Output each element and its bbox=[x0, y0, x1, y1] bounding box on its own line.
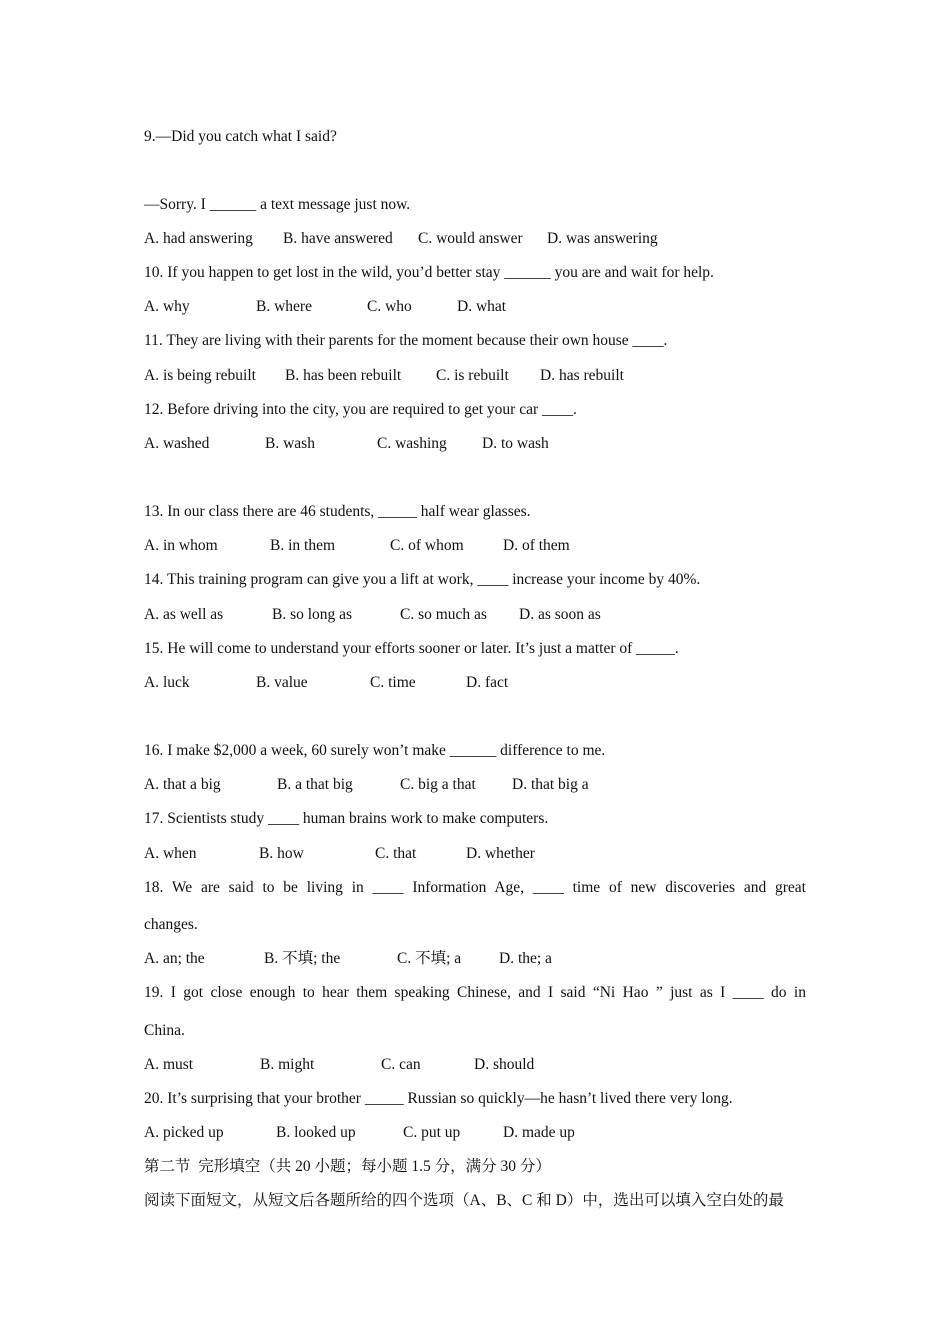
option-d: D. has rebuilt bbox=[540, 367, 624, 384]
question-9-stem: 9.—Did you catch what I said? bbox=[144, 128, 337, 145]
question-17-stem: 17. Scientists study ____ human brains work to make computers. bbox=[144, 810, 549, 827]
question-14-stem: 14. This training program can give you a lift at work, ____ increase your income by 40%. bbox=[144, 571, 701, 588]
option-b: B. so long as bbox=[272, 606, 353, 623]
option-a: A. in whom bbox=[144, 537, 218, 554]
option-d: D. fact bbox=[466, 674, 509, 691]
option-b: B. might bbox=[260, 1056, 315, 1073]
option-c: C. put up bbox=[403, 1124, 461, 1141]
question-9-options bbox=[144, 229, 806, 249]
option-c: C. of whom bbox=[390, 537, 464, 554]
option-a: A. luck bbox=[144, 674, 190, 691]
option-d: D. that big a bbox=[512, 776, 589, 793]
option-a: A. washed bbox=[144, 435, 210, 452]
option-c: C. that bbox=[375, 845, 417, 862]
question-13-stem: 13. In our class there are 46 students, _____ half wear glasses. bbox=[144, 503, 531, 520]
question-18-options bbox=[144, 949, 806, 969]
option-a: A. is being rebuilt bbox=[144, 367, 256, 384]
question-20-stem: 20. It’s surprising that your brother _____ Russian so quickly—he hasn’t lived there very long. bbox=[144, 1090, 733, 1107]
option-c: C. would answer bbox=[418, 230, 523, 247]
option-b: B. how bbox=[259, 845, 304, 862]
option-c: C. can bbox=[381, 1056, 421, 1073]
question-15-stem: 15. He will come to understand your efforts sooner or later. It’s just a matter of _____. bbox=[144, 640, 679, 657]
option-b: B. looked up bbox=[276, 1124, 356, 1141]
question-17-options bbox=[144, 844, 806, 864]
section-heading: 第二节 完形填空（共 20 小题；每小题 1.5 分，满分 30 分） bbox=[144, 1158, 551, 1175]
question-19-stem-continued: China. bbox=[144, 1022, 185, 1039]
option-d: D. the; a bbox=[499, 950, 552, 967]
option-d: D. should bbox=[474, 1056, 535, 1073]
question-12-stem: 12. Before driving into the city, you are required to get your car ____. bbox=[144, 401, 577, 418]
option-a: A. as well as bbox=[144, 606, 224, 623]
option-d: D. of them bbox=[503, 537, 570, 554]
question-18-stem: 18. We are said to be living in ____ Information Age, ____ time of new discoveries and great bbox=[144, 879, 806, 896]
section-instruction: 阅读下面短文，从短文后各题所给的四个选项（A、B、C 和 D）中，选出可以填入空白处的最 bbox=[144, 1192, 784, 1209]
option-a: A. had answering bbox=[144, 230, 253, 247]
option-c: C. who bbox=[367, 298, 412, 315]
question-9-reply: —Sorry. I ______ a text message just now. bbox=[144, 196, 411, 213]
option-c: C. washing bbox=[377, 435, 447, 452]
option-c: C. 不填; a bbox=[397, 950, 462, 967]
option-a: A. an; the bbox=[144, 950, 205, 967]
option-b: B. have answered bbox=[283, 230, 393, 247]
option-c: C. is rebuilt bbox=[436, 367, 509, 384]
option-a: A. must bbox=[144, 1056, 194, 1073]
option-c: C. so much as bbox=[400, 606, 487, 623]
question-18-stem-continued: changes. bbox=[144, 916, 198, 933]
option-a: A. when bbox=[144, 845, 197, 862]
option-b: B. in them bbox=[270, 537, 336, 554]
question-11-options bbox=[144, 366, 806, 386]
question-11-stem: 11. They are living with their parents for the moment because their own house ____. bbox=[144, 332, 668, 349]
question-19-stem: 19. I got close enough to hear them speaking Chinese, and I said “Ni Hao ” just as I ____ do in bbox=[144, 984, 806, 1001]
option-b: B. where bbox=[256, 298, 312, 315]
option-d: D. to wash bbox=[482, 435, 549, 452]
question-16-stem: 16. I make $2,000 a week, 60 surely won’t make ______ difference to me. bbox=[144, 742, 606, 759]
question-10-options bbox=[144, 297, 806, 317]
option-b: B. value bbox=[256, 674, 308, 691]
option-b: B. a that big bbox=[277, 776, 353, 793]
option-a: A. that a big bbox=[144, 776, 221, 793]
option-c: C. time bbox=[370, 674, 416, 691]
option-d: D. what bbox=[457, 298, 507, 315]
question-12-options bbox=[144, 434, 806, 454]
option-d: D. whether bbox=[466, 845, 535, 862]
question-13-options bbox=[144, 536, 806, 556]
question-16-options bbox=[144, 775, 806, 795]
option-b: B. has been rebuilt bbox=[285, 367, 402, 384]
option-a: A. why bbox=[144, 298, 190, 315]
option-b: B. 不填; the bbox=[264, 950, 341, 967]
question-20-options bbox=[144, 1123, 806, 1143]
option-a: A. picked up bbox=[144, 1124, 224, 1141]
option-d: D. was answering bbox=[547, 230, 658, 247]
option-d: D. as soon as bbox=[519, 606, 601, 623]
option-b: B. wash bbox=[265, 435, 315, 452]
question-19-options bbox=[144, 1055, 806, 1075]
option-d: D. made up bbox=[503, 1124, 575, 1141]
question-15-options bbox=[144, 673, 806, 693]
question-10-stem: 10. If you happen to get lost in the wild, you’d better stay ______ you are and wait for help. bbox=[144, 264, 714, 281]
question-14-options bbox=[144, 605, 806, 625]
option-c: C. big a that bbox=[400, 776, 476, 793]
